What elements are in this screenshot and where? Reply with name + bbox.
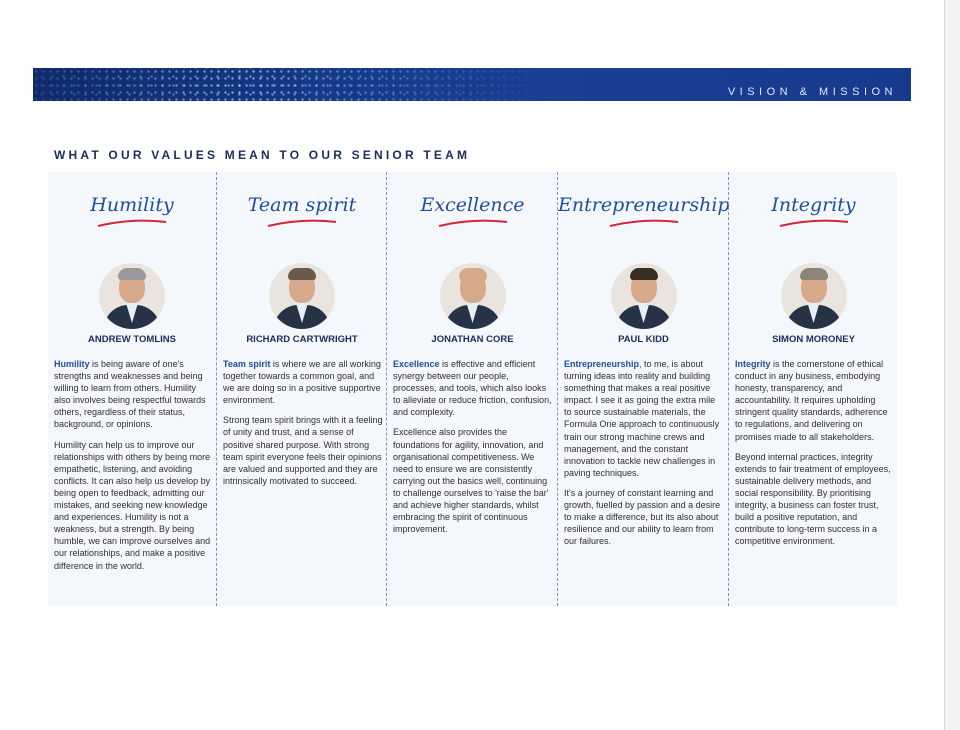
value-keyword: Integrity — [735, 359, 771, 369]
red-swoosh-icon — [437, 218, 509, 228]
dot-pattern — [33, 68, 553, 101]
value-description — [54, 358, 214, 580]
value-text-2: Beyond internal practices, integrity extends to fair treatment of employees, sustainable delivery methods, and social responsibility. By prioritising integrity, a business can foster trust, build a positive reputation, and contribute to long-term success in a competitive environment. — [735, 451, 891, 547]
portrait-photo — [781, 263, 847, 329]
value-text: is the cornerstone of ethical conduct in any business, embodying honesty, transparency, and accountability. It requires upholding stringent quality standards, adherence to regulations, and delivering on promises made to all stakeholders. — [735, 359, 888, 442]
value-description — [393, 358, 553, 543]
red-swoosh-icon — [96, 218, 168, 228]
portrait-photo — [440, 263, 506, 329]
value-column-integrity — [728, 172, 898, 606]
value-text-2: Humility can help us to improve our relationships with others by being more empathetic, listening, and avoiding conflicts. It can also help us develop by being open to feedback, admitting our mistakes, and seeking new knowledge and experiences. Humility is not a weakness, but a strength. By being humble, we can improve ourselves and our relationships, and make a positive difference in the world. — [54, 439, 211, 571]
page-edge-shadow — [944, 0, 960, 730]
value-script-title: Integrity — [771, 194, 856, 216]
value-column-excellence — [386, 172, 558, 606]
value-text: is where we are all working together towards a common goal, and we are doing so in a positive supportive environment. — [223, 359, 381, 406]
person-name: PAUL KIDD — [618, 334, 669, 345]
banner-title: VISION & MISSION — [727, 86, 897, 98]
value-description — [223, 358, 383, 495]
section-title: WHAT OUR VALUES MEAN TO OUR SENIOR TEAM — [54, 148, 471, 162]
value-keyword: Excellence — [393, 359, 440, 369]
value-description — [735, 358, 895, 555]
value-text: , to me, is about turning ideas into reality and building something that makes a real positive impact. I see it as going the extra mile to source sustainable materials, the Formula One approach to continuously train our strong machine crews and management, and the constant innovation to tackle new challenges in paving techniques. — [564, 359, 720, 478]
header-banner — [33, 68, 911, 101]
value-script-title: Team spirit — [247, 194, 357, 216]
value-description — [564, 358, 724, 555]
person-name: ANDREW TOMLINS — [88, 334, 176, 345]
value-text: is effective and efficient synergy between our people, processes, and tools, which also looks to alleviate or reduce friction, confusion, and complexity. — [393, 359, 552, 418]
red-swoosh-icon — [266, 218, 338, 228]
value-keyword: Humility — [54, 359, 90, 369]
value-column-humility — [48, 172, 216, 606]
portrait-photo — [611, 263, 677, 329]
value-column-team-spirit — [216, 172, 387, 606]
value-script-title: Entrepreneurship — [558, 194, 730, 216]
value-text-2: Strong team spirit brings with it a feeling of unity and trust, and a sense of positive shared purpose. With strong team spirit everyone feels their opinions are valued and supported and they are intrinsically motivated to succeed. — [223, 415, 383, 486]
value-script-title: Excellence — [420, 194, 525, 216]
person-name: RICHARD CARTWRIGHT — [246, 334, 358, 345]
value-keyword: Entrepreneurship — [564, 359, 640, 369]
person-name: SIMON MORONEY — [772, 334, 855, 345]
values-panel — [48, 172, 897, 606]
portrait-photo — [99, 263, 165, 329]
value-text-2: It's a journey of constant learning and growth, fuelled by passion and a desire to make a difference, but its also about resilience and our ability to learn from our failures. — [564, 487, 721, 547]
portrait-photo — [269, 263, 335, 329]
person-name: JONATHAN CORE — [431, 334, 514, 345]
value-keyword: Team spirit — [223, 359, 271, 369]
value-column-entrepreneurship — [557, 172, 729, 606]
red-swoosh-icon — [608, 218, 680, 228]
value-script-title: Humility — [90, 194, 174, 216]
value-text-2: Excellence also provides the foundations for agility, innovation, and organisational competitiveness. We need to ensure we are consistently carrying out the basics well, continuing to challenge ourselves to 'raise the bar' and achieve higher standards, whilst embracing the spirit of continuous improvement. — [393, 427, 549, 535]
value-text: is being aware of one's strengths and weaknesses and being willing to learn from others. Humility also involves being respectful towards others, regardless of their status, background, or opinions. — [54, 359, 206, 430]
red-swoosh-icon — [778, 218, 850, 228]
